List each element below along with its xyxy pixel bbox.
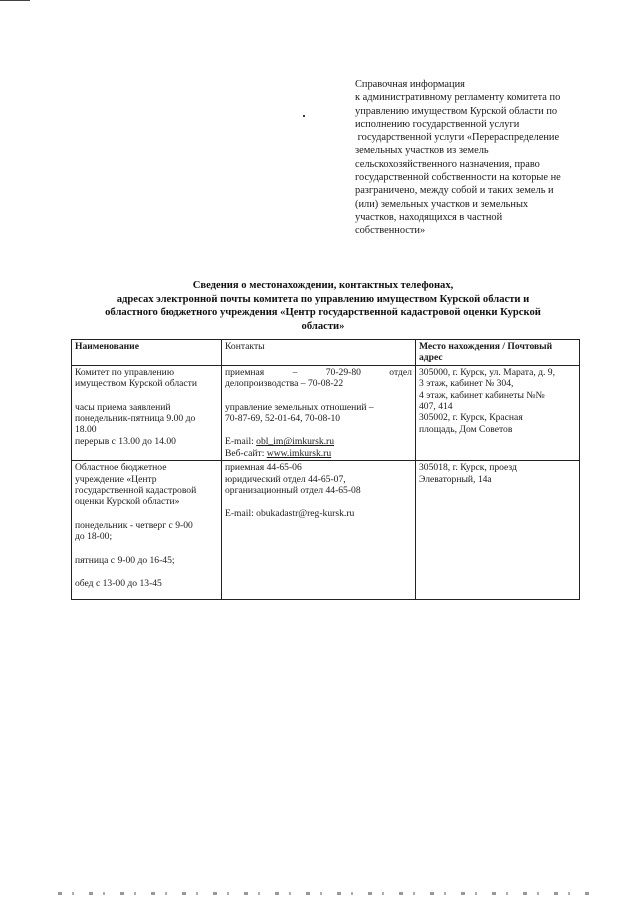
committee-hours-line: 18.00: [75, 424, 97, 436]
scan-noise-strip: [58, 892, 598, 895]
reference-line: земельных участков из земель: [355, 145, 489, 157]
header-name: Наименование: [72, 340, 222, 366]
land-dept-line: 70-87-69, 52-01-64, 70-08-10: [225, 413, 341, 425]
cadastral-hours-line: до 18-00;: [75, 531, 113, 543]
table-row-committee: [72, 365, 580, 460]
table-row-cadastral: [72, 461, 580, 600]
address-line: площадь, Дом Советов: [419, 423, 513, 435]
reception-dept: отдел: [389, 366, 412, 378]
reference-line: собственности»: [355, 225, 426, 237]
address-line: 407, 414: [419, 401, 453, 413]
cell-cadastral-contacts: [222, 461, 416, 600]
cell-committee-address: [416, 365, 580, 460]
committee-name-line: имуществом Курской области: [75, 378, 197, 390]
reference-line: управлению имуществом Курской области по: [355, 105, 558, 117]
reference-line: исполнению государственной услуги: [355, 118, 520, 130]
email-label: E-mail:: [225, 436, 257, 448]
reference-line: участков, находящихся в частной: [355, 211, 503, 223]
page-title: [68, 279, 578, 333]
reference-line: к административному регламенту комитета по: [355, 92, 561, 104]
address-line: 305018, г. Курск, проезд: [419, 462, 517, 474]
committee-email: [225, 436, 412, 447]
cell-cadastral-address: [416, 461, 580, 600]
website-label: Веб-сайт:: [225, 447, 267, 459]
title-line: областного бюджетного учреждения «Центр государственной кадастровой оценки Курской: [105, 307, 541, 319]
cadastral-name-line: Областное бюджетное: [75, 462, 167, 474]
scan-edge-line: [0, 0, 30, 1]
cell-committee-name: [72, 365, 222, 460]
title-line: Сведения о местонахождении, контактных телефонах,: [192, 280, 454, 291]
scan-speck: [303, 115, 305, 117]
reception-label: приемная: [225, 366, 265, 378]
cadastral-name-line: государственной кадастровой: [75, 485, 197, 497]
cell-cadastral-name: [72, 461, 222, 600]
reception-dash: –: [292, 366, 298, 378]
reference-block: [355, 78, 585, 238]
cadastral-contact-line: приемная 44-65-06: [225, 462, 302, 474]
reference-line: сельскохозяйственного назначения, право: [355, 158, 540, 170]
committee-website: [225, 448, 412, 459]
address-line: Элеваторный, 14а: [419, 473, 492, 485]
cadastral-name-line: оценки Курской области»: [75, 496, 180, 508]
committee-hours-line: перерыв с 13.00 до 14.00: [75, 435, 176, 447]
address-line: 305000, г. Курск, ул. Марата, д. 9,: [419, 366, 556, 378]
committee-name-line: Комитет по управлению: [75, 366, 174, 378]
reception-phone: 70-29-80: [325, 366, 361, 378]
title-line: области»: [301, 320, 345, 332]
reference-line: разграничено, между собой и таких земель и: [355, 185, 554, 197]
address-line: 4 этаж, кабинет кабинеты №№: [419, 389, 545, 401]
header-address: Место нахождения / Почтовый адрес: [416, 340, 580, 366]
reference-line: государственной собственности на которые не: [355, 172, 561, 184]
cell-committee-contacts: [222, 365, 416, 460]
header-contacts: Контакты: [222, 340, 416, 366]
reference-line: (или) земельных участков и земельных: [355, 198, 529, 210]
cadastral-contact-line: юридический отдел 44-65-07,: [225, 473, 346, 485]
reference-line: государственной услуги «Перераспределение: [355, 132, 560, 144]
contacts-table: [71, 339, 580, 600]
cadastral-lunch-hours: обед с 13-00 до 13-45: [75, 578, 162, 590]
committee-hours-line: понедельник-пятница 9.00 до: [75, 413, 196, 425]
address-line: 305002, г. Курск, Красная: [419, 412, 523, 424]
cadastral-contact-line: организационный отдел 44-65-08: [225, 485, 361, 497]
records-line: делопроизводства – 70-08-22: [225, 378, 344, 390]
title-line: адресах электронной почты комитета по управлению имуществом Курской области и: [116, 293, 530, 305]
website-link[interactable]: www.imkursk.ru: [266, 447, 332, 459]
reference-line: Справочная информация: [355, 79, 465, 90]
cadastral-name-line: учреждение «Центр: [75, 473, 157, 485]
cadastral-friday-hours: пятница с 9-00 до 16-45;: [75, 554, 175, 566]
cadastral-email[interactable]: E-mail: obukadastr@reg-kursk.ru: [225, 508, 355, 520]
address-line: 3 этаж, кабинет № 304,: [419, 378, 514, 390]
reception-line: [225, 367, 412, 378]
committee-hours-line: часы приема заявлений: [75, 401, 171, 413]
table-header-row: [72, 340, 580, 366]
email-link[interactable]: obl_im@imkursk.ru: [256, 436, 335, 448]
cadastral-hours-line: понедельник - четверг с 9-00: [75, 519, 193, 531]
land-dept-line: управление земельных отношений –: [225, 401, 374, 413]
